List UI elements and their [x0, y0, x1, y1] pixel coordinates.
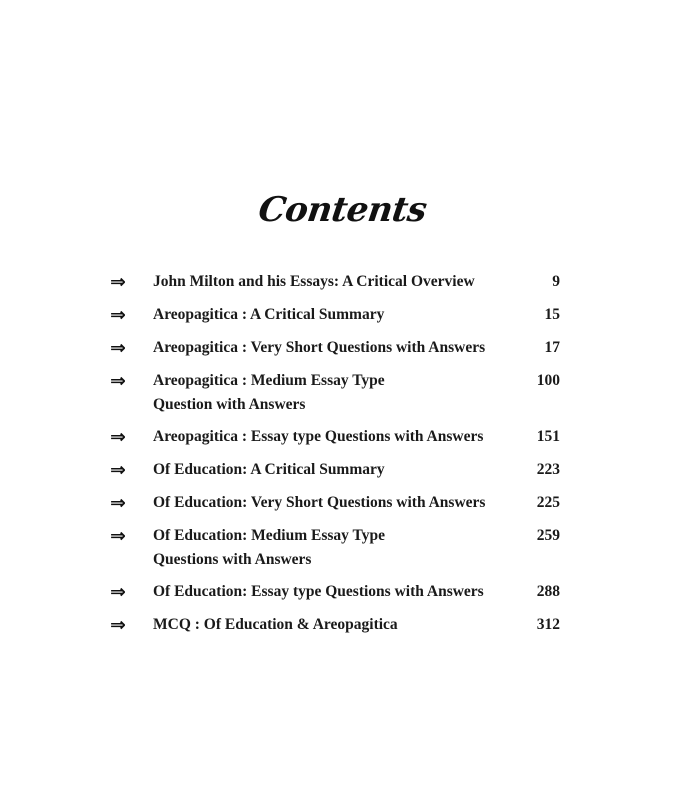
toc-entry-page: 288	[536, 583, 560, 600]
toc-entry-title	[153, 336, 513, 360]
arrow-icon: ⇒	[110, 426, 126, 448]
toc-entry-line: Of Education: Very Short Questions with Answers	[153, 494, 486, 511]
toc-entry	[0, 458, 685, 491]
toc-entry-page: 151	[536, 428, 560, 445]
toc-entry-line: Areopagitica : A Critical Summary	[153, 306, 385, 323]
toc-entry	[0, 369, 685, 425]
toc-entry-line: Of Education: Medium Essay Type	[153, 527, 385, 544]
toc-entry	[0, 524, 685, 580]
toc-entry	[0, 336, 685, 369]
arrow-icon: ⇒	[110, 614, 126, 636]
toc-entry	[0, 580, 685, 613]
toc-entry-page: 17	[544, 339, 560, 356]
toc-entry-page: 9	[552, 273, 560, 290]
toc-entry-title	[153, 425, 513, 449]
toc-entry-title	[153, 580, 513, 604]
arrow-icon: ⇒	[110, 370, 126, 392]
toc-entry-page: 259	[536, 527, 560, 544]
toc-entry	[0, 425, 685, 458]
toc-entry-line: Areopagitica : Very Short Questions with Answers	[153, 339, 486, 356]
toc-entry	[0, 613, 685, 646]
arrow-icon: ⇒	[110, 304, 126, 326]
toc-entry-page: 312	[536, 616, 560, 633]
toc-entry-line: Question with Answers	[153, 396, 306, 413]
toc-entry-title	[153, 491, 513, 515]
toc-entry-title	[153, 524, 513, 572]
toc-entry	[0, 491, 685, 524]
arrow-icon: ⇒	[110, 337, 126, 359]
arrow-icon: ⇒	[110, 459, 126, 481]
toc-entry-title	[153, 613, 513, 637]
toc-entry-page: 223	[536, 461, 560, 478]
arrow-icon: ⇒	[110, 525, 126, 547]
toc-entry-title	[153, 369, 513, 417]
toc-entry-title	[153, 270, 513, 294]
toc-entry-line: Areopagitica : Essay type Questions with Answers	[153, 428, 484, 445]
page-title: Contents	[256, 190, 429, 230]
arrow-icon: ⇒	[110, 492, 126, 514]
toc-entry-title	[153, 458, 513, 482]
toc-entry-line: Questions with Answers	[153, 551, 312, 568]
toc-entry-line: Of Education: A Critical Summary	[153, 461, 385, 478]
toc-entry-line: Areopagitica : Medium Essay Type	[153, 372, 385, 389]
toc-entry-line: Of Education: Essay type Questions with Answers	[153, 583, 484, 600]
toc-entry-page: 225	[536, 494, 560, 511]
toc-entry	[0, 303, 685, 336]
table-of-contents	[0, 270, 685, 646]
toc-entry	[0, 270, 685, 303]
toc-entry-page: 15	[544, 306, 560, 323]
toc-entry-page: 100	[536, 372, 560, 389]
toc-entry-line: John Milton and his Essays: A Critical Overview	[153, 273, 475, 290]
arrow-icon: ⇒	[110, 271, 126, 293]
toc-entry-line: MCQ : Of Education & Areopagitica	[153, 616, 398, 633]
arrow-icon: ⇒	[110, 581, 126, 603]
toc-entry-title	[153, 303, 513, 327]
